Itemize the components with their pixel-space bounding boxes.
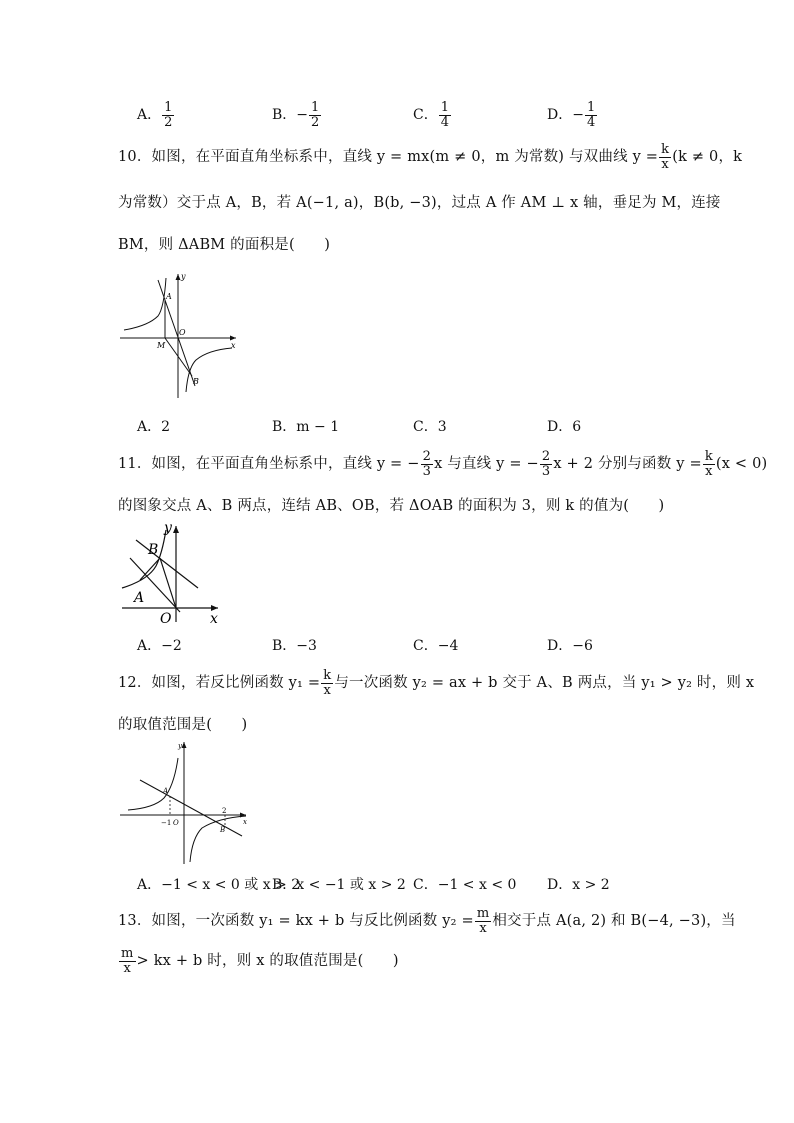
q12-option-a: A．−1 < x < 0 或 x > 2 xyxy=(137,877,301,893)
q12-option-d: D．x > 2 xyxy=(547,877,610,893)
q12-line1: 12．如图，若反比例函数 y₁ = $\frac{k}{x}$ 与一次函数 y₂ = ax + b 交于 A、B 两点，当 y₁ > y₂ 时，则 x xyxy=(118,668,755,698)
q11-line2: 的图象交点 A、B 两点，连结 AB、OB，若 ΔOAB 的面积为 3，则 k 的值为( ) xyxy=(118,498,665,514)
q11-y-arrow xyxy=(173,526,179,533)
q12-line2: 的取值范围是( ) xyxy=(118,717,248,733)
q9-option-a: A． $\frac{1}{2}$ xyxy=(137,100,173,130)
q10-line-ab xyxy=(158,280,195,386)
q10-option-b: B．m − 1 xyxy=(272,419,340,435)
q12-y-arrow xyxy=(182,742,187,748)
q10-figure xyxy=(118,270,248,400)
q12-label-a: A xyxy=(163,787,169,795)
q10-label-y: y xyxy=(181,272,186,281)
q13-line1: 13．如图，一次函数 y₁ = kx + b 与反比例函数 y₂ = $\frac{m}{x}$ 相交于点 A(a, 2) 和 B(−4, −3)，当 xyxy=(118,906,736,936)
q11-label-x: x xyxy=(210,611,218,627)
q13-line2: $\frac{m}{x}$ > kx + b 时，则 x 的取值范围是( ) xyxy=(121,946,399,976)
q10-option-d: D．6 xyxy=(547,419,582,435)
q12-curve-left xyxy=(128,758,178,810)
q10-option-a: A．2 xyxy=(137,419,171,435)
q12-option-b: B．x < −1 或 x > 2 xyxy=(272,877,406,893)
q12-label-2: 2 xyxy=(222,807,227,815)
q9-option-b: B．− $\frac{1}{2}$ xyxy=(272,100,320,130)
q11-figure xyxy=(118,520,228,628)
q12-label-minus1: −1 xyxy=(161,819,172,827)
q11-option-a: A．−2 xyxy=(137,638,182,654)
q10-option-c: C．3 xyxy=(413,419,447,435)
q11-segment-ab xyxy=(140,558,160,580)
q11-option-d: D．−6 xyxy=(547,638,593,654)
q10-label-x: x xyxy=(231,341,236,350)
q10-line3: BM，则 ΔABM 的面积是( ) xyxy=(118,237,331,253)
q11-line1: 11．如图，在平面直角坐标系中，直线 y = − $\frac{2}{3}$ x 与直线 y = − $\frac{2}{3}$ x + 2 分别与函数 y = $\frac{k}{x}$ (x < 0) xyxy=(118,449,768,479)
q10-label-b: B xyxy=(193,377,199,386)
q10-label-a: A xyxy=(166,292,172,301)
q12-label-b: B xyxy=(220,826,226,834)
q9-option-c: C． $\frac{1}{4}$ xyxy=(413,100,449,130)
q12-label-y: y xyxy=(178,742,182,750)
q10-line1: 10．如图，在平面直角坐标系中，直线 y = mx(m ≠ 0，m 为常数) 与双曲线 y = $\frac{k}{x}$ (k ≠ 0，k xyxy=(118,142,743,172)
q10-y-arrow xyxy=(176,274,181,280)
q11-label-y: y xyxy=(164,520,172,536)
q11-label-a: A xyxy=(134,590,145,606)
q10-line2: 为常数）交于点 A，B，若 A(−1, a)，B(b, −3)，过点 A 作 AM ⊥ x 轴，垂足为 M，连接 xyxy=(118,195,721,211)
q10-label-m: M xyxy=(157,341,166,350)
q11-label-o: O xyxy=(160,611,172,627)
q12-option-c: C．−1 < x < 0 xyxy=(413,877,517,893)
q11-label-b: B xyxy=(148,542,159,558)
q10-label-o: O xyxy=(179,328,186,337)
q11-option-c: C．−4 xyxy=(413,638,459,654)
q11-option-b: B．−3 xyxy=(272,638,317,654)
q10-x-arrow xyxy=(230,336,236,341)
q12-figure xyxy=(118,738,253,866)
q12-line xyxy=(140,780,242,836)
q12-label-x: x xyxy=(243,818,247,826)
q9-option-d: D．− $\frac{1}{4}$ xyxy=(547,100,596,130)
q12-label-o: O xyxy=(173,819,179,827)
